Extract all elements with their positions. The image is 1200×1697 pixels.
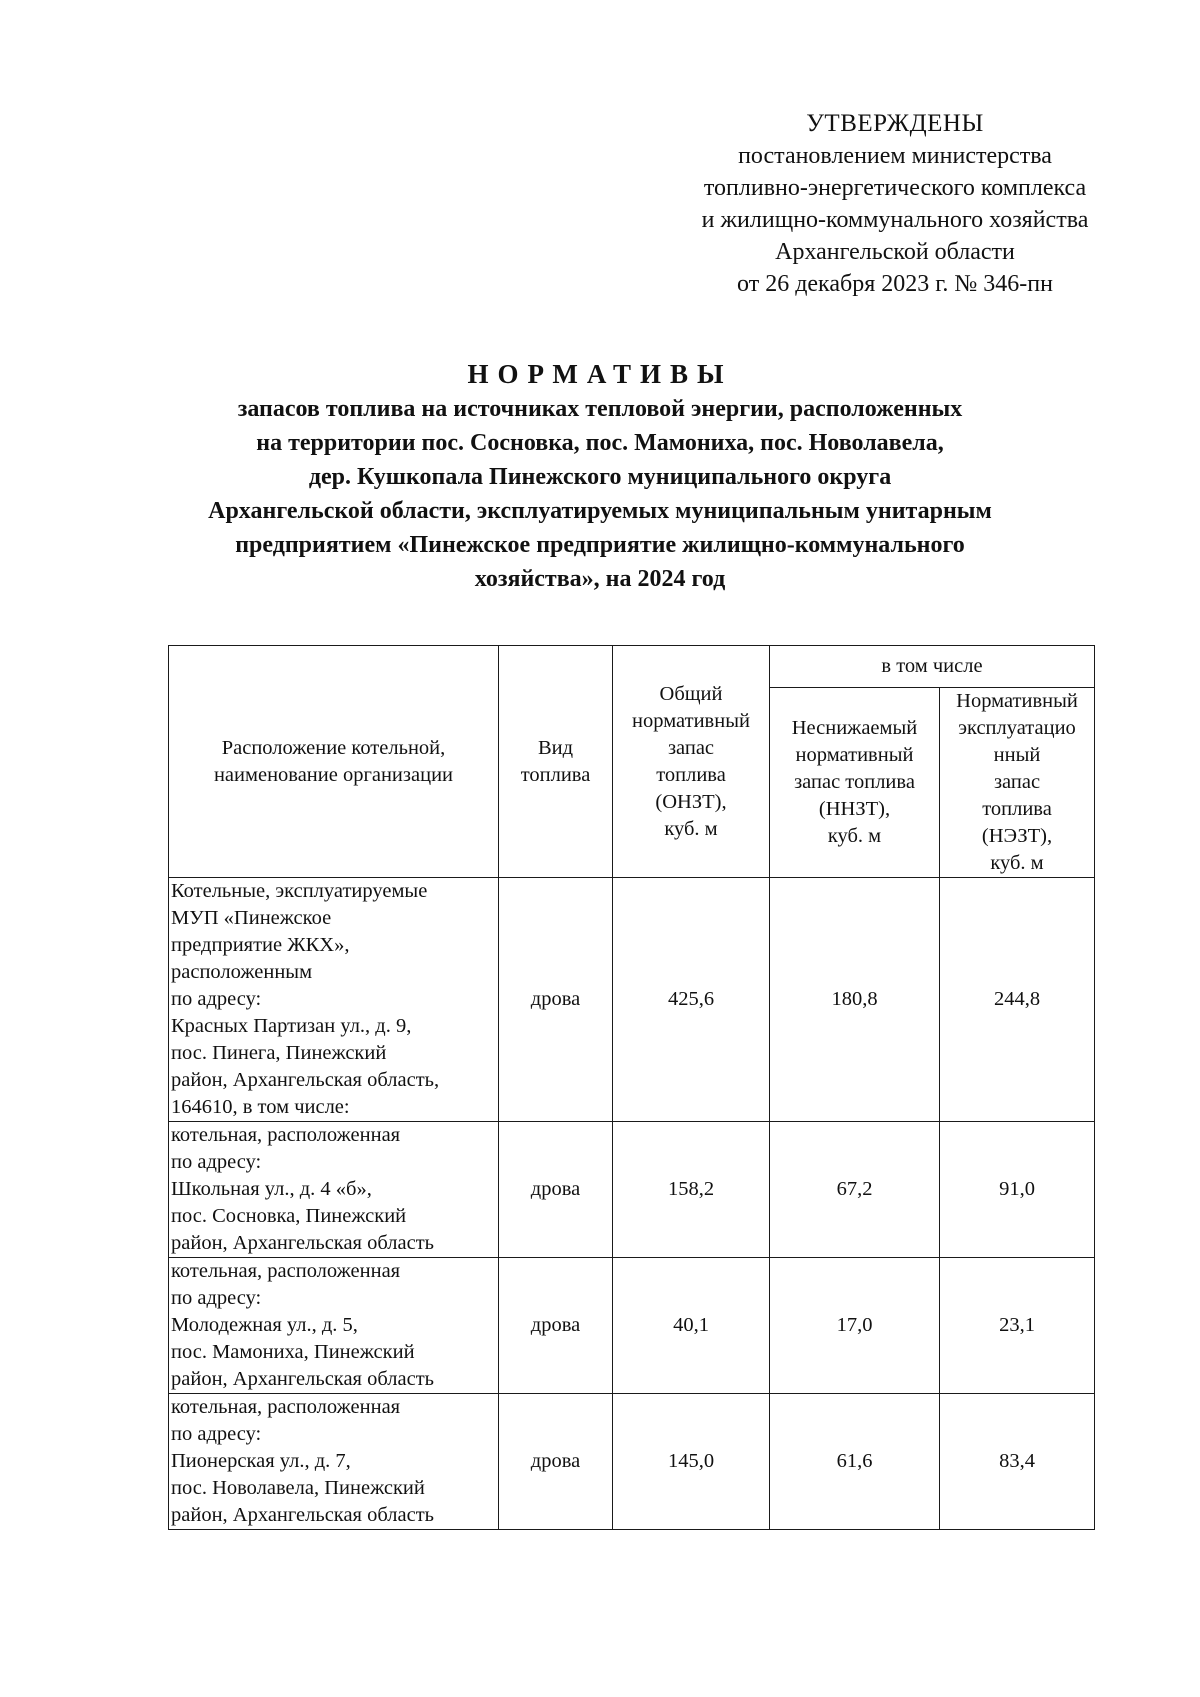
header-nnzt-line: запас топлива (794, 771, 915, 793)
approval-line: и жилищно-коммунального хозяйства (701, 207, 1089, 233)
header-nezt (940, 688, 1095, 878)
header-location-line: наименование организации (213, 763, 454, 786)
header-nnzt-line: нормативный (795, 744, 914, 766)
location-line: Котельные, эксплуатируемые (171, 880, 428, 902)
cell-location (169, 1394, 499, 1530)
document-title: НОРМАТИВЫ (467, 359, 733, 389)
cell-fuel: дрова (499, 1122, 613, 1258)
cell-fuel: дрова (499, 1394, 613, 1530)
header-including: в том числе (770, 646, 1095, 688)
cell-nezt: 244,8 (940, 878, 1095, 1122)
location-line: пос. Новолавела, Пинежский (171, 1477, 425, 1499)
location-line: по адресу: (171, 988, 262, 1010)
cell-nnzt: 61,6 (770, 1394, 940, 1530)
header-nezt-line: топлива (982, 798, 1052, 820)
location-line: Молодежная ул., д. 5, (171, 1314, 358, 1336)
header-nezt-line: Нормативный (956, 690, 1078, 712)
location-line: МУП «Пинежское (171, 907, 332, 929)
cell-total: 425,6 (613, 878, 770, 1122)
table-row (169, 1258, 1095, 1394)
location-line: пос. Мамониха, Пинежский (171, 1341, 415, 1363)
location-line: предприятие ЖКХ», (171, 934, 350, 956)
cell-location (169, 878, 499, 1122)
cell-fuel: дрова (499, 878, 613, 1122)
cell-nezt: 23,1 (940, 1258, 1095, 1394)
subtitle-line: запасов топлива на источниках тепловой энергии, расположенных (237, 396, 963, 422)
cell-nezt: 91,0 (940, 1122, 1095, 1258)
header-nezt-line: эксплуатацио (958, 717, 1076, 739)
location-line: район, Архангельская область (171, 1504, 435, 1526)
subtitle-line: на территории пос. Сосновка, пос. Мамониха, пос. Новолавела, (256, 430, 944, 456)
cell-nnzt: 180,8 (770, 878, 940, 1122)
table-row (169, 878, 1095, 1122)
header-fuel-line: Вид (537, 736, 574, 759)
location-line: котельная, расположенная (171, 1396, 401, 1418)
header-location (169, 646, 499, 878)
subtitle-line: дер. Кушкопала Пинежского муниципального округа (308, 464, 892, 490)
location-line: расположенным (171, 961, 313, 983)
header-nnzt-line: Неснижаемый (791, 717, 918, 739)
subtitle-line: хозяйства», на 2024 год (474, 566, 726, 592)
cell-nnzt: 17,0 (770, 1258, 940, 1394)
location-line: Красных Партизан ул., д. 9, (171, 1015, 412, 1037)
header-nezt-line: (НЭЗТ), (981, 825, 1053, 847)
cell-total: 40,1 (613, 1258, 770, 1394)
cell-nezt: 83,4 (940, 1394, 1095, 1530)
header-total-line: топлива (656, 763, 726, 786)
header-total-line: куб. м (664, 817, 718, 840)
location-line: по адресу: (171, 1287, 262, 1309)
subtitle-line: предприятием «Пинежское предприятие жилищно-коммунального (235, 532, 965, 558)
approval-line: топливно-энергетического комплекса (703, 175, 1087, 201)
header-fuel-type (499, 646, 613, 878)
location-line: Пионерская ул., д. 7, (171, 1450, 351, 1472)
approval-heading: УТВЕРЖДЕНЫ (806, 110, 984, 137)
table-row (169, 1122, 1095, 1258)
approval-date-line: от 26 декабря 2023 г. № 346-пн (737, 271, 1053, 297)
cell-location (169, 1258, 499, 1394)
cell-fuel: дрова (499, 1258, 613, 1394)
location-line: пос. Пинега, Пинежский (171, 1042, 387, 1064)
location-line: пос. Сосновка, Пинежский (171, 1205, 407, 1227)
header-total-line: нормативный (632, 709, 750, 732)
header-fuel-line: топлива (520, 763, 591, 786)
header-nnzt-line: куб. м (827, 825, 882, 847)
location-line: район, Архангельская область (171, 1232, 435, 1254)
location-line: котельная, расположенная (171, 1124, 401, 1146)
cell-total: 158,2 (613, 1122, 770, 1258)
table-row (169, 1394, 1095, 1530)
header-location-line: Расположение котельной, (221, 736, 446, 759)
location-line: район, Архангельская область, (171, 1069, 440, 1091)
location-line: Школьная ул., д. 4 «б», (171, 1178, 372, 1200)
cell-nnzt: 67,2 (770, 1122, 940, 1258)
location-line: по адресу: (171, 1423, 262, 1445)
location-line: по адресу: (171, 1151, 262, 1173)
header-nnzt (770, 688, 940, 878)
fuel-norms-table (168, 645, 1095, 1530)
header-nezt-line: нный (993, 744, 1041, 766)
cell-location (169, 1122, 499, 1258)
subtitle-line: Архангельской области, эксплуатируемых муниципальным унитарным (208, 498, 992, 524)
header-total-line: запас (667, 736, 715, 759)
approval-line: постановлением министерства (738, 143, 1052, 169)
cell-total: 145,0 (613, 1394, 770, 1530)
location-line: котельная, расположенная (171, 1260, 401, 1282)
header-nezt-line: куб. м (990, 852, 1044, 874)
location-line: район, Архангельская область (171, 1368, 435, 1390)
table-header-row (169, 646, 1095, 688)
approval-line: Архангельской области (775, 239, 1015, 265)
header-total-onzt (613, 646, 770, 878)
header-nezt-line: запас (993, 771, 1041, 793)
header-total-line: (ОНЗТ), (655, 790, 727, 813)
location-line: 164610, в том числе: (171, 1096, 350, 1118)
document-subtitle (150, 392, 1050, 596)
header-nnzt-line: (ННЗТ), (818, 798, 891, 820)
header-total-line: Общий (659, 682, 723, 705)
approval-block (640, 108, 1150, 300)
